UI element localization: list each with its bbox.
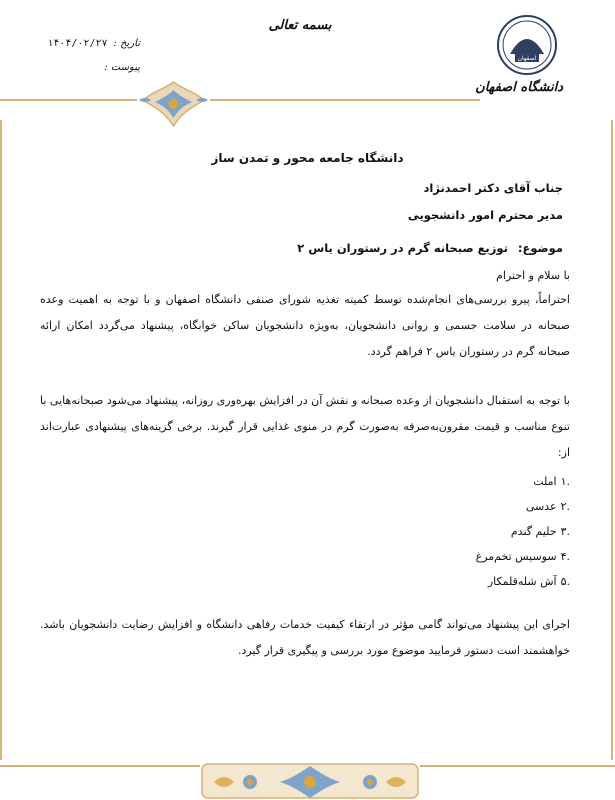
basmala: بسمه تعالی: [268, 18, 332, 33]
subject-line: [297, 240, 563, 256]
date-label: تاریخ :: [113, 38, 140, 49]
university-name: دانشگاه اصفهان: [475, 80, 563, 95]
letter-title: دانشگاه جامعه محور و تمدن ساز: [211, 151, 404, 165]
logo-text: اصفهان: [517, 55, 537, 62]
list-item-text: حلیم گندم: [510, 525, 557, 538]
list-item-text: سوسیس تخم‌مرغ: [475, 550, 557, 563]
list-item: [270, 469, 570, 494]
subject-label: موضوع:: [517, 241, 563, 255]
frame-rail-bottom-right: [420, 765, 615, 767]
frame-rail-left: [0, 120, 2, 760]
paragraph-intro: احتراماً، پیرو بررسی‌های انجام‌شده توسط کمیته تغذیه شورای صنفی دانشگاه اصفهان و با توجه به اهمیت وعده صبحانه در سلامت جسمی و روانی دانشجویان، به‌ویژه دانشجویان ساکن خوابگاه، پیشنهاد می‌گردد امکان ارائه صبحانه گرم در رستوران یاس ۲ فراهم گردد.: [40, 293, 570, 358]
list-item-number: ۱.: [560, 475, 570, 488]
frame-rail-right: [611, 120, 613, 760]
list-item-text: املت: [533, 475, 557, 488]
list-item: [270, 544, 570, 569]
list-item: [270, 519, 570, 544]
bottom-ornament-icon: [200, 756, 420, 800]
list-item: [270, 494, 570, 519]
frame-rail-top-left: [0, 99, 137, 101]
recipient-role: مدیر محترم امور دانشجویی: [407, 208, 563, 222]
list-item: [270, 569, 570, 594]
breakfast-options-list: [270, 469, 570, 594]
list-item-number: ۳.: [560, 525, 570, 538]
subject-text: توزیع صبحانه گرم در رستوران یاس ۲: [297, 241, 508, 255]
paragraph-proposal: با توجه به استقبال دانشجویان از وعده صبحانه و نقش آن در افزایش بهره‌وری روزانه، پیشنهاد می‌شود صبحانه‌هایی با تنوع مناسب و قیمت مقرون‌به‌صرفه به‌صورت گرم در منوی غذایی قرار گیرند. برخی گزینه‌های پیشنهادی عبارت‌اند از:: [40, 394, 570, 459]
date-value: ۱۴۰۴/۰۲/۲۷: [47, 38, 108, 49]
university-logo: [496, 14, 558, 76]
frame-rail-top-right: [210, 99, 480, 101]
top-ornament-icon: [137, 78, 210, 130]
list-item-number: ۴.: [560, 550, 570, 563]
list-item-text: آش شله‌قلمکار: [487, 575, 557, 588]
recipient-name: جناب آقای دکتر احمدنژاد: [423, 181, 563, 195]
list-item-number: ۲.: [560, 500, 570, 513]
list-item-text: عدسی: [525, 500, 557, 513]
attachment-row: [30, 62, 140, 86]
date-row: [30, 38, 140, 62]
greeting: با سلام و احترام: [496, 269, 570, 282]
attachment-label: پیوست :: [104, 62, 140, 73]
paragraph-closing: اجرای این پیشنهاد می‌تواند گامی مؤثر در ارتقاء کیفیت خدمات رفاهی دانشگاه و افزایش رضایت دانشجویان باشد. خواهشمند است دستور فرمایید موضوع مورد بررسی و پیگیری قرار گیرد.: [40, 618, 570, 657]
frame-rail-bottom-left: [0, 765, 200, 767]
letter-meta: [30, 38, 140, 86]
list-item-number: ۵.: [560, 575, 570, 588]
